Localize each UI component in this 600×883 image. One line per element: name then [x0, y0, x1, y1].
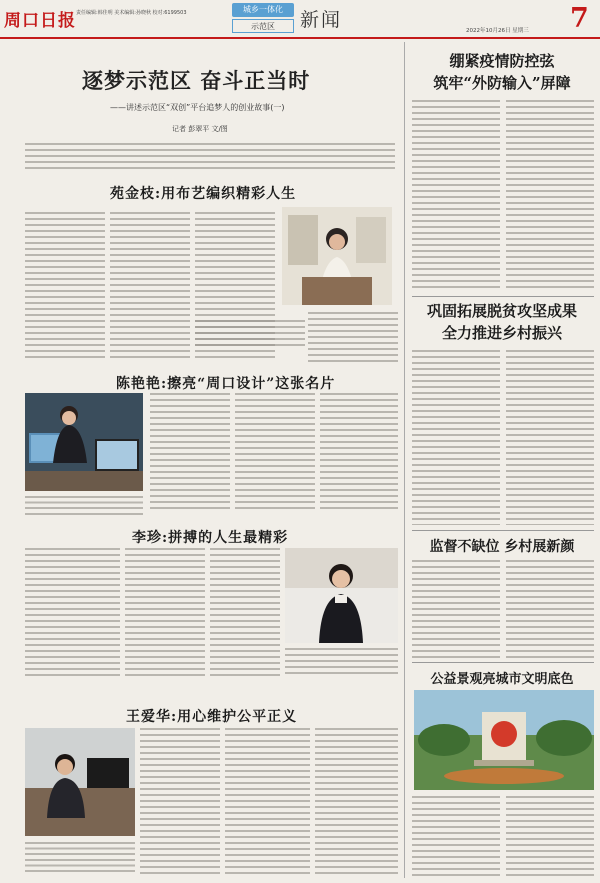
section-4-text-col-3: [315, 728, 398, 874]
caption-text-2: [25, 496, 143, 518]
right-article-2-heading-line2: 全力推进乡村振兴: [441, 324, 562, 342]
caption-text-4: [25, 842, 135, 874]
section-2-text-col-2: [235, 393, 315, 513]
section-3-text-col-3: [210, 548, 280, 678]
right-article-1-col-2: [506, 100, 594, 290]
section-1-text-bottom: [195, 320, 305, 348]
right-article-1-col-1: [412, 100, 500, 290]
section-2-text-col-3: [320, 393, 398, 513]
section-3-text-col-2: [125, 548, 205, 678]
right-article-1-heading-line1: 绷紧疫情防控弦: [449, 52, 555, 70]
column-divider: [404, 42, 405, 878]
issue-date: 2022年10月26日 星期三: [466, 28, 529, 34]
photo-wang-aihua: [25, 728, 135, 836]
separator: [412, 662, 594, 663]
masthead: 周口日报: [4, 11, 76, 31]
right-article-2-col-1: [412, 350, 500, 525]
right-article-2-heading-line1: 巩固拓展脱贫攻坚成果: [426, 302, 577, 320]
right-article-4-heading: 公益景观亮城市文明底色: [430, 672, 574, 687]
section-tag-bottom: 示范区: [232, 19, 294, 33]
separator: [412, 530, 594, 531]
section-heading-4: 王爱华:用心维护公平正义: [126, 709, 298, 725]
section-1-text-col-1: [25, 212, 105, 362]
feature-title: 逐梦示范区 奋斗正当时: [82, 68, 311, 93]
right-article-3-heading: 监督不缺位 乡村展新颜: [429, 539, 575, 555]
section-title: 新闻: [300, 9, 343, 31]
section-tag-top: 城乡一体化: [232, 3, 294, 17]
section-heading-2: 陈艳艳:擦亮“周口设计”这张名片: [116, 376, 336, 392]
editor-info: 责任编辑:韩佳明 美术编辑:孙晓秋 校对:6199503: [76, 10, 187, 16]
right-article-3-col-1: [412, 560, 500, 658]
right-article-2-col-2: [506, 350, 594, 525]
feature-byline: 记者 彭翠平 文/图: [172, 125, 228, 133]
photo-public-landscape: [414, 690, 594, 790]
page-header: [0, 0, 600, 40]
photo-li-zhen: [285, 548, 398, 643]
feature-subtitle: ——讲述示范区“双创”平台追梦人的创业故事(一): [110, 103, 285, 112]
section-1-text-col-2: [110, 212, 190, 362]
section-4-text-col-1: [140, 728, 220, 874]
photo-su-jinzhi: [282, 207, 392, 305]
right-article-4-col-2: [506, 796, 594, 876]
right-article-3-col-2: [506, 560, 594, 658]
right-article-1-heading-line2: 筑牢“外防输入”屏障: [433, 74, 571, 92]
feature-lead-text: [25, 143, 395, 173]
right-article-4-col-1: [412, 796, 500, 876]
page-number: 7: [570, 3, 589, 34]
section-3-text-right: [285, 648, 398, 678]
photo-chen-yanyan: [25, 393, 143, 491]
section-3-text-col-1: [25, 548, 120, 678]
section-heading-1: 苑金枝:用布艺编织精彩人生: [110, 186, 297, 202]
section-1-text-right: [308, 312, 398, 362]
section-heading-3: 李珍:拼搏的人生最精彩: [132, 530, 289, 546]
separator: [412, 296, 594, 297]
header-rule: [0, 37, 600, 39]
section-4-text-col-2: [225, 728, 310, 874]
section-2-text-col-1: [150, 393, 230, 513]
